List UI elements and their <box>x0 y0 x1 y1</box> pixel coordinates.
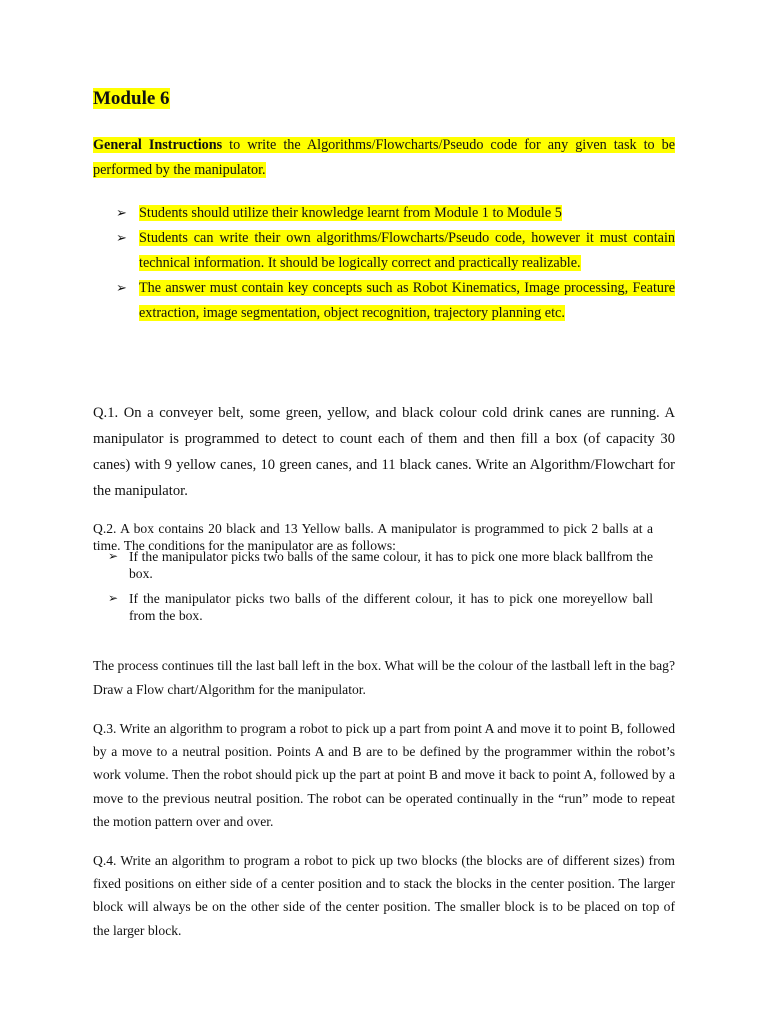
question-3: Q.3. Write an algorithm to program a robot to pick up a part from point A and move it to point B, followed by a move to a neutral position. Points A and B are to be defined by the programmer within the robot’s work volume. Then the robot should pick up the part at point B and move it back to point A, followed by a move to the previous neutral position. The robot can be operated continually in the “run” mode to repeat the motion pattern over and over. <box>93 720 675 830</box>
condition-text: If the manipulator picks two balls of the different colour, it has to pick one moreyellow ball from the box. <box>129 591 653 623</box>
instruction-bullet-text: The answer must contain key concepts such as Robot Kinematics, Image processing, Feature extraction, image segmentation, object recognition, trajectory planning etc. <box>139 280 675 321</box>
module-title-text: Module 6 <box>93 88 170 109</box>
instruction-bullet <box>116 276 675 326</box>
general-instructions-highlight <box>93 137 675 178</box>
general-instructions-lead: General Instructions <box>93 137 223 153</box>
general-instructions <box>93 133 675 183</box>
question-2-followup: The process continues till the last ball left in the box. What will be the colour of the lastball left in the bag? Draw a Flow chart/Algorithm for the manipulator. <box>93 657 675 697</box>
instruction-bullet <box>116 226 675 276</box>
arrow-bullet-icon: ➢ <box>116 206 127 221</box>
module-title <box>93 86 170 112</box>
instruction-bullet-text: Students should utilize their knowledge learnt from Module 1 to Module 5 <box>139 205 562 221</box>
general-instructions-text: to write the Algorithms/Flowcharts/Pseudo code for any given task to be performed by the manipulator. <box>93 137 675 178</box>
instruction-bullet <box>116 201 675 226</box>
question-4: Q.4. Write an algorithm to program a robot to pick up two blocks (the blocks are of different sizes) from fixed positions on either side of a center position and to stack the blocks in the center position. The larger block will always be on the other side of the center position. The smaller block is to be placed on top of the larger block. <box>93 852 675 938</box>
question-1: Q.1. On a conveyer belt, some green, yellow, and black colour cold drink canes are running. A manipulator is programmed to detect to count each of them and then fill a box (of capacity 30 canes) with 9 yellow canes, 10 green canes, and 11 black canes. Write an Algorithm/Flowchart for the manipulator. <box>93 404 675 499</box>
arrow-bullet-icon: ➢ <box>116 231 127 246</box>
condition-item <box>108 590 653 624</box>
condition-item <box>108 548 653 582</box>
arrow-bullet-icon: ➢ <box>108 549 119 563</box>
document-page <box>93 0 675 1024</box>
condition-text: If the manipulator picks two balls of the same colour, it has to pick one more black ballfrom the box. <box>129 549 653 581</box>
instruction-bullet-text: Students can write their own algorithms/Flowcharts/Pseudo code, however it must contain technical information. It should be logically correct and practically realizable. <box>139 230 675 271</box>
arrow-bullet-icon: ➢ <box>116 281 127 296</box>
arrow-bullet-icon: ➢ <box>108 591 119 605</box>
question-2-intro: Q.2. A box contains 20 black and 13 Yellow balls. A manipulator is programmed to pick 2 balls at a time. The conditions for the manipulator are as follows: <box>93 520 653 553</box>
question-2-conditions <box>108 548 653 632</box>
instruction-bullet-list <box>116 201 675 326</box>
